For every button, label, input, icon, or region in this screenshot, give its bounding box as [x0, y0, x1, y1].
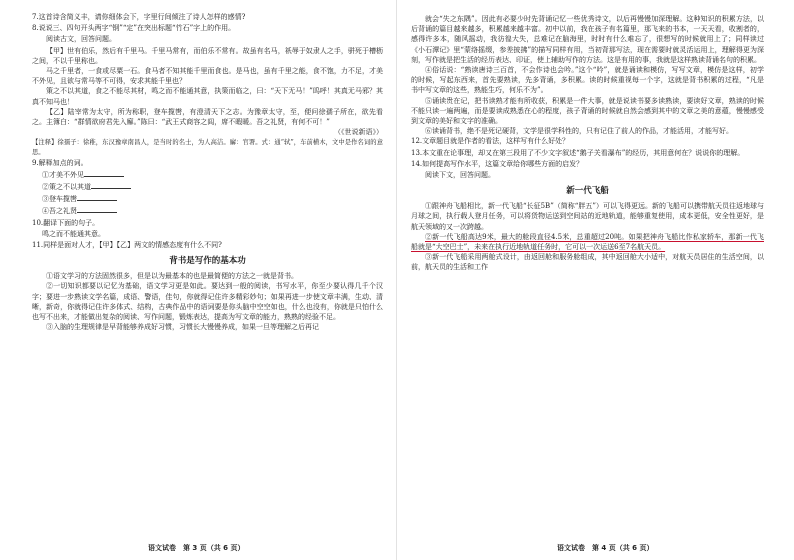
answer-blank[interactable]: [91, 181, 131, 189]
article-cont-3: ⑤诵读贵在记，把书读熟才能有所收获，积累是一件大事，就是说读书要多读熟读，要读好文章，熟读的时候不能只读一遍两遍，而是要读成熟悉在心的程度，孩子背诵的时候就自然会感到其中的文章之美的意蕴，慢慢感受到文章的美好和文字的准确。: [411, 96, 764, 126]
spacecraft-para-1: ①跟神舟飞船相比，新一代飞船“长征5B”（简称“胖五”）可以飞得更远。新的飞船可以携带航天员往返地球与月球之间，执行载人登月任务，可以将货物运送到空间站的近地轨道，能够重复使用，成本更低，安全性更好，是航天领域的又一次跨越。: [411, 202, 764, 231]
page-footer-left: 语文试卷 第 3 页（共 6 页）: [148, 544, 245, 552]
article-cont-1: 就会“失之东隅”。因此有必要少时先背诵记忆一些优秀诗文，以后再慢慢加深理解。这种知识的积累方法，以后背诵的篇目越来越多，积累越来越丰富。初中以前，我在孩子有名篇里，那飞来的书本，一天天看，收割者的，感得许多本，随风摇动，我彷徨大失，总难记在脑海里，时时有什么难忘了，很想写的时候就用上了；同样读过《小石潭记》里“蒙络摇缀，参差披拂”的描写同样有用，当初背那写法，现在需要时就灵活运用上，理解得更为深刻，写作就是把生活的经历表达、印证，使上辅助写作的方法。这是有用的事，我就是这样熟读背诵名句的积累。: [411, 15, 764, 64]
passage-jia-2: 马之千里者，一食或尽粟一石。食马者不知其能千里而食也。是马也，虽有千里之能，食不饱，力不足，才美不外见，且欲与常马等不可得，安求其能千里也？: [32, 67, 383, 86]
reading-instruction-2: 阅读下文，回答问题。: [425, 171, 495, 180]
q9-item-2: ②策之不以其道: [32, 181, 383, 193]
q9-item-3: ③登车揽辔: [32, 193, 383, 205]
q9-item-1: ①才美不外见: [32, 169, 383, 181]
question-7: 7.这首诗含简义丰，请你细体会下，字里行间倾注了诗人怎样的感情?: [32, 13, 246, 21]
answer-blank[interactable]: [77, 205, 117, 213]
annotation-note: 【注释】徐孺子：徐稚，东汉豫章南昌人，是当时的名士，为人高洁。廨：官署。式：通“轼”，车前横木，文中是作名词的意思。: [32, 139, 383, 157]
article-para-1: ①语文学习的方法固然很多，但是以为最基本的也是最简便的方法之一就是背书。: [46, 272, 298, 281]
article-title-left: 背书是写作的基本功: [169, 256, 246, 267]
question-10: 10.翻译下面的句子。: [32, 218, 100, 227]
article-para-2: ②一切知识都要以记忆为基础，语文学习更是如此。要达到一般的阅读，书写水平，你至少要认得几千个汉字；要进一步熟读文学名篇，成语、警语，佳句，你就得记住许多精彩妙句；如果再进一步使文章丰满，生动、清晰，新奇，你就得记住许多体式、结构，古典作品中的语词要是你头脑中空空如也，什么也没有，你就是只怕什么也写不出来，才能做出复杂的阅读、写作问题，锻炼表达，提高为写文章的能力，熟熟的经验不足。: [32, 282, 383, 322]
spacecraft-para-3: ③新一代飞船采用两舱式设计，由返回舱和服务舱组成，其中返回舱大小适中，对航天员居住的生活空间，以前，航天员的生活和工作: [411, 253, 764, 272]
question-12: 12.文章题目就是作者的看法，这样写有什么好处？: [411, 137, 570, 146]
answer-blank[interactable]: [77, 193, 117, 201]
question-11: 11.同样是面对人才，【甲】【乙】两文的情感态度有什么不同?: [32, 241, 222, 250]
q9-item-4: ④吾之礼贤: [32, 205, 383, 217]
question-9: 9.解释加点的词。: [32, 158, 88, 167]
article-cont-2: ④俗话说：“熟读唐诗三百首，不会作诗也会吟。”这个“吟”，就是诵读和模仿，写写文章，模仿是这样，初学的时候，写起东西来，首先要熟读，先多背诵，多积累。读的时候重视每一个字，这就是背书积累的过程，“凡是书中写文章的这些，熟能生巧，何乐不为”。: [411, 66, 764, 95]
question-13: 13.本文重在论事理，却又在第三段用了不少文字叙述“鹅子关看瀑布”的经历，其用意何在？说说你的理解。: [411, 148, 745, 157]
article-cont-4: ⑥读诵背书，绝不是死记硬背，文学是很学科性的，只有记住了前人的作品，才能活用，才能写好。: [425, 127, 733, 136]
question-8: 8.说说三、四句开头两字“钢”“定”在突出标题“竹石”字上的作用。: [32, 24, 236, 33]
passage-yi: 【乙】陆宰常为太守，所为称职，登车揽辔，有澄清天下之志。为豫章太守，至，便问徐孺子所在，欲先看之。主簿白：“群情欲府君先入廨。”陈曰：“武王式商容之闾，席不暇暖。吾之礼贤，有何不可！”: [32, 107, 383, 127]
passage-source: （《世说新语》）: [334, 128, 383, 137]
article-para-3: ③入脑的生理规律是早背能够养成好习惯，习惯长大慢慢养成，如果一旦等理解之后再记: [46, 323, 319, 332]
page-footer-right: 语文试卷 第 4 页（共 6 页）: [557, 544, 654, 552]
answer-blank[interactable]: [84, 169, 124, 177]
passage-jia-3: 策之不以其道，食之不能尽其材，鸣之而不能通其意，执策而临之，曰：“天下无马！”呜呼！其真无马邪？其真不知马也！: [32, 87, 383, 106]
spacecraft-para-2: ②新一代飞船高达9米，最大的舱段直径4.5米，总重超过20吨。如果把神舟飞船比作私家轿车，那新一代飞船就是“大空巴士”，未来在执行近地轨道任务时，它可以一次运送6至7名航天员。: [411, 232, 764, 252]
q10-item: 鸣之而不能通其意。: [42, 229, 105, 238]
right-page: [397, 0, 794, 560]
passage-jia-1: 【甲】世有伯乐，然后有千里马。千里马常有，而伯乐不常有。故虽有名马，祇辱于奴隶人之手，骈死于槽枥之间，不以千里称也。: [32, 46, 383, 65]
article-title-right: 新一代飞船: [566, 186, 609, 197]
question-14: 14.如何提高写作水平，这篇文章给你哪些方面的启发？: [411, 159, 584, 168]
reading-instruction-1: 阅读古文，回答问题。: [46, 35, 116, 44]
